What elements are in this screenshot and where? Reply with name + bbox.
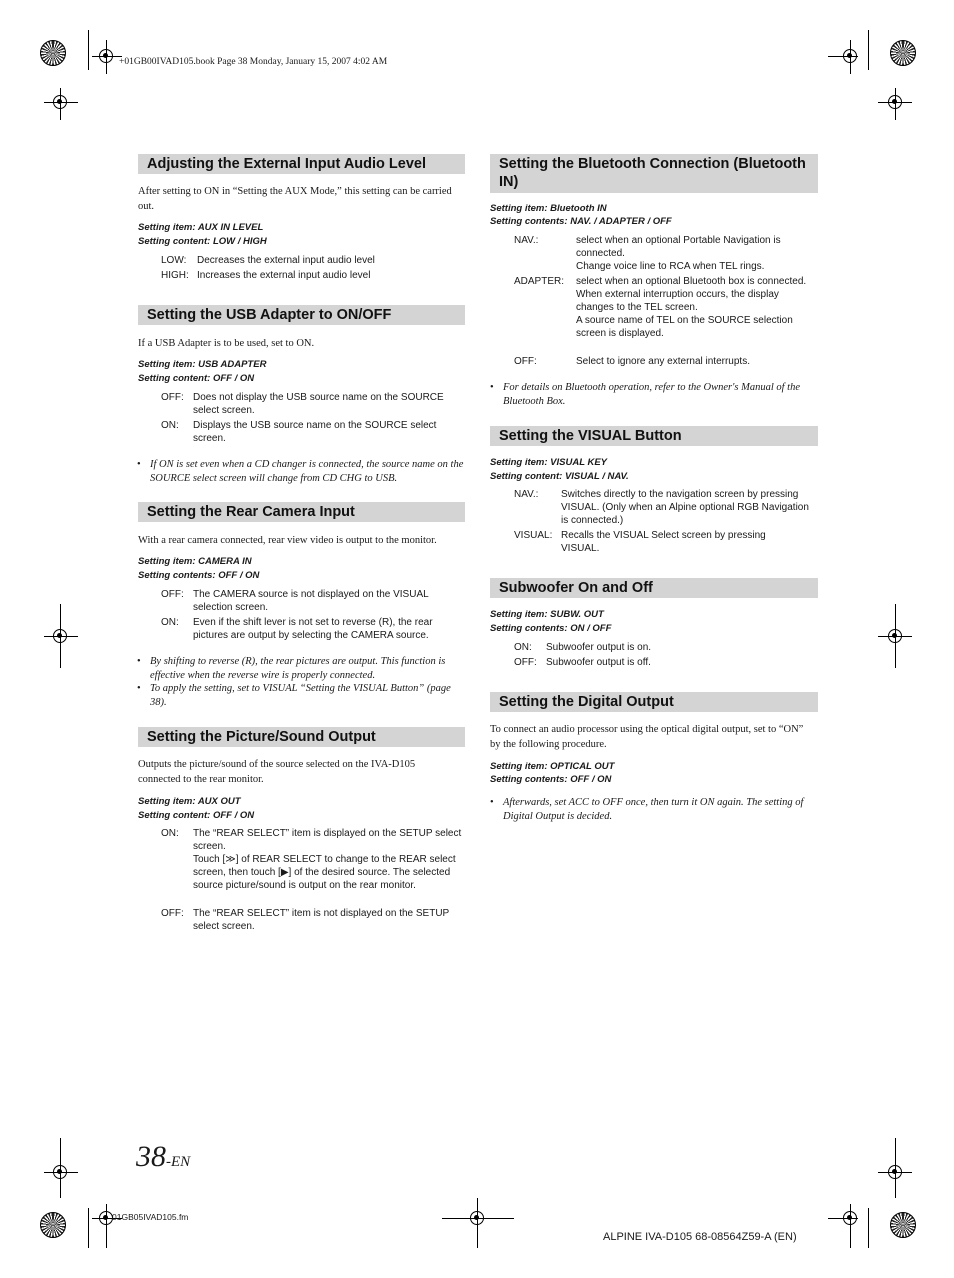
option-row: OFF: The CAMERA source is not displayed on the VISUAL selection screen. [161,589,429,613]
option-row: LOW: Decreases the external input audio level [161,255,375,266]
option-row: ON: Subwoofer output is on. [514,642,652,653]
setting-content: Setting contents: ON / OFF [490,623,612,634]
next-arrow-icon: ≫ [225,854,236,865]
registration-mark-icon [888,629,902,643]
setting-item: Setting item: CAMERA IN [138,556,252,567]
registration-mark-icon [888,1165,902,1179]
registration-mark-icon [53,95,67,109]
setting-content: Setting contents: NAV. / ADAPTER / OFF [490,216,672,227]
option-row: ADAPTER: select when an optional Bluetooth box is connected. When external interruption occurs, the display changes to the TEL screen. A source name of TEL on the SOURCE selection screen is displayed. [514,276,807,339]
section-intro: If a USB Adapter is to be used, set to ON. [138,338,315,349]
section-title-subwoofer: Subwoofer On and Off [490,578,818,598]
setting-content: Setting content: OFF / ON [138,373,255,384]
section-title-picture-sound: Setting the Picture/Sound Output [138,727,465,747]
play-icon: ▶ [280,867,289,878]
section-title-visual-button: Setting the VISUAL Button [490,426,818,446]
registration-rosette-icon [890,1212,916,1238]
setting-item: Setting item: VISUAL KEY [490,457,608,468]
setting-content: Setting content: LOW / HIGH [138,236,267,247]
option-row: VISUAL: Recalls the VISUAL Select screen by pressing VISUAL. [514,530,766,554]
setting-content: Setting contents: OFF / ON [490,774,612,785]
registration-mark-icon [470,1211,484,1225]
setting-item: Setting item: AUX IN LEVEL [138,222,264,233]
option-row: OFF: Does not display the USB source name on the SOURCE select screen. [161,392,444,416]
option-row: ON: Even if the shift lever is not set to reverse (R), the rear pictures are output by selecting the CAMERA source. [161,617,433,641]
section-intro: After setting to ON in “Setting the AUX Mode,” this setting can be carried out. [138,186,452,212]
section-title-rear-camera: Setting the Rear Camera Input [138,502,465,522]
section-title-bluetooth: Setting the Bluetooth Connection (Bluetooth IN) [490,154,818,193]
setting-content: Setting content: OFF / ON [138,810,255,821]
option-row: NAV.: select when an optional Portable Navigation is connected. Change voice line to RCA when TEL rings. [514,235,781,272]
registration-mark-icon [53,629,67,643]
option-row: NAV.: Switches directly to the navigation screen by pressing VISUAL. (Only when an Alpine optional RGB Navigation is connected.) [514,489,809,526]
option-row: OFF: The “REAR SELECT” item is not displayed on the SETUP select screen. [161,908,450,932]
section-intro: Outputs the picture/sound of the source selected on the IVA-D105 connected to the rear monitor. [138,759,416,785]
registration-mark-icon [99,49,113,63]
section-title-aux-level: Adjusting the External Input Audio Level [138,154,465,174]
registration-mark-icon [843,1211,857,1225]
setting-content: Setting content: VISUAL / NAV. [490,471,629,482]
registration-rosette-icon [40,40,66,66]
section-intro: With a rear camera connected, rear view video is output to the monitor. [138,535,437,546]
registration-mark-icon [53,1165,67,1179]
setting-item: Setting item: OPTICAL OUT [490,761,615,772]
note: • Afterwards, set ACC to OFF once, then turn it ON again. The setting of Digital Output is decided. [490,797,804,822]
note: • For details on Bluetooth operation, refer to the Owner's Manual of the Bluetooth Box. [490,382,800,407]
setting-item: Setting item: USB ADAPTER [138,359,267,370]
setting-item: Setting item: SUBW. OUT [490,609,604,620]
option-row: HIGH: Increases the external input audio level [161,270,371,281]
option-row: OFF: Select to ignore any external interrupts. [514,356,750,367]
note: • If ON is set even when a CD changer is connected, the source name on the SOURCE select screen will change from CD CHG to USB. [137,459,464,484]
setting-item: Setting item: Bluetooth IN [490,203,607,214]
section-intro: To connect an audio processor using the optical digital output, set to “ON” by the following procedure. [490,724,804,750]
note: • By shifting to reverse (R), the rear pictures are output. This function is effective when the reverse wire is properly connected. [137,656,446,681]
registration-rosette-icon [890,40,916,66]
registration-mark-icon [843,49,857,63]
option-row: ON: Displays the USB source name on the SOURCE select screen. [161,420,437,444]
setting-content: Setting contents: OFF / ON [138,570,260,581]
setting-item: Setting item: AUX OUT [138,796,241,807]
registration-rosette-icon [40,1212,66,1238]
registration-mark-icon [888,95,902,109]
book-header: +01GB00IVAD105.book Page 38 Monday, January 15, 2007 4:02 AM [119,57,388,67]
registration-mark-icon [99,1211,113,1225]
option-row: ON: The “REAR SELECT” item is displayed on the SETUP select screen. Touch [≫] of REAR SELECT to change to the REAR select screen, then touch [▶] of the desired source. The selected source picture/sound is output on the rear monitor. [161,828,462,891]
file-name: 01GB05IVAD105.fm [112,1212,189,1222]
page-number: 38-EN [136,1140,191,1173]
section-title-usb-adapter: Setting the USB Adapter to ON/OFF [138,305,465,325]
model-code: ALPINE IVA-D105 68-08564Z59-A (EN) [603,1231,797,1243]
note: • To apply the setting, set to VISUAL “Setting the VISUAL Button” (page 38). [137,683,451,708]
option-row: OFF: Subwoofer output is off. [514,657,651,668]
section-title-digital-output: Setting the Digital Output [490,692,818,712]
